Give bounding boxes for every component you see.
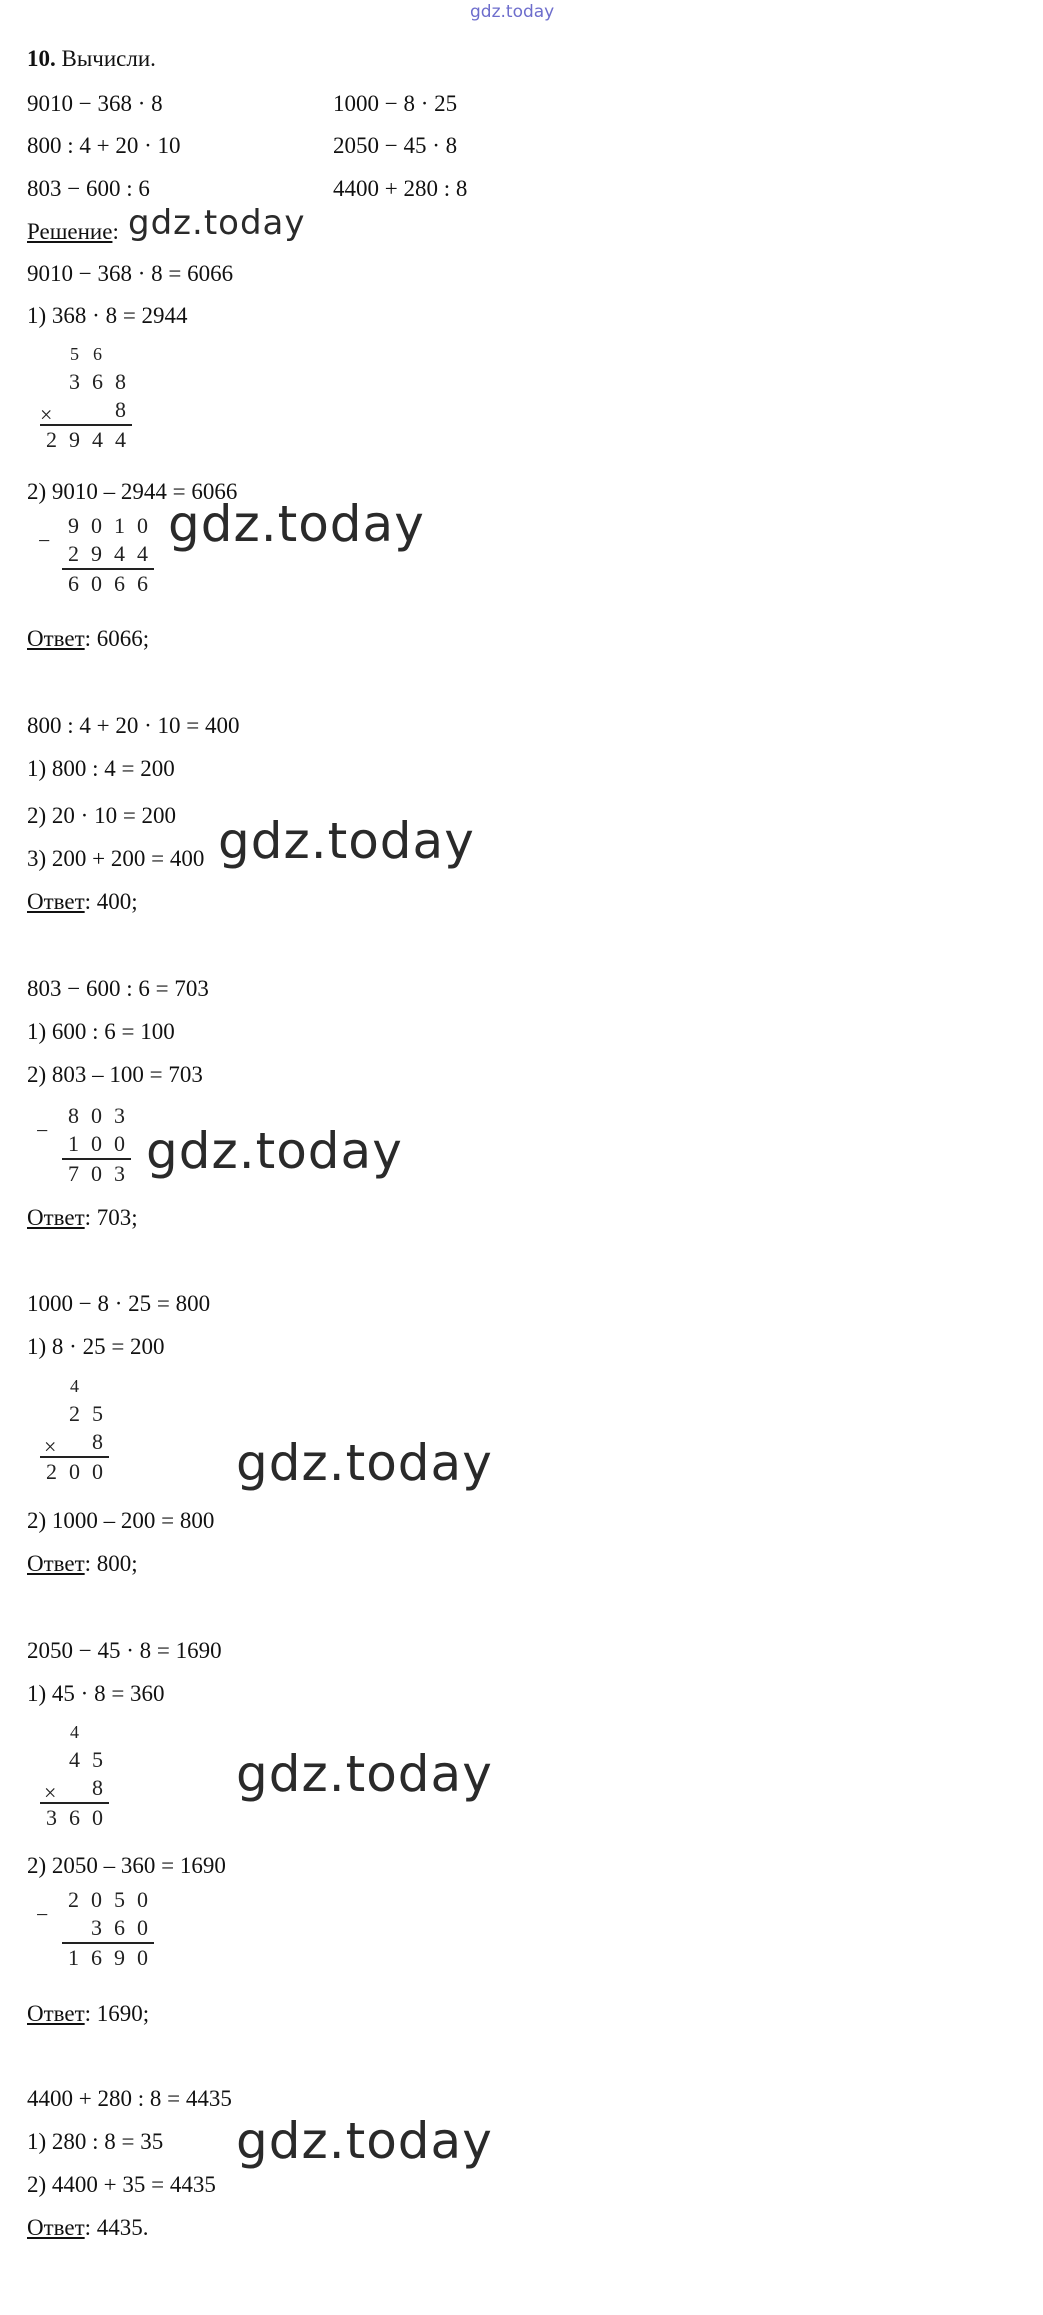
answer-label: Ответ xyxy=(27,1205,85,1230)
digit: 0 xyxy=(92,1805,103,1830)
digit: 4 xyxy=(70,1722,79,1742)
digit: 5 xyxy=(70,344,79,364)
digit: 3 xyxy=(46,1805,57,1830)
block-4-step-1: 1) 8 · 25 = 200 xyxy=(27,1334,165,1359)
watermark: gdz.today xyxy=(128,203,306,243)
digit xyxy=(63,1774,86,1802)
expr-right-1: 1000 − 8 · 25 xyxy=(333,91,458,116)
block-3-step-2: 2) 803 – 100 = 703 xyxy=(27,1062,203,1087)
answer-label: Ответ xyxy=(27,2001,85,2026)
block-1-step-1: 1) 368 · 8 = 2944 xyxy=(27,303,188,328)
operand-row xyxy=(62,540,154,568)
expr-right-3: 4400 + 280 : 8 xyxy=(333,176,468,201)
digit: 4 xyxy=(70,1376,79,1396)
operand-row xyxy=(63,396,132,424)
multiply-sign: × xyxy=(44,1780,57,1805)
digit: 6 xyxy=(68,571,79,596)
watermark: gdz.today xyxy=(218,812,475,870)
digit: 7 xyxy=(68,1161,79,1186)
digit: 5 xyxy=(92,1747,103,1772)
result-row xyxy=(62,1942,154,1972)
block-1-step-2: 2) 9010 – 2944 = 6066 xyxy=(27,479,238,504)
digit: 6 xyxy=(114,1915,125,1940)
digit: 0 xyxy=(137,1945,148,1970)
digit: 4 xyxy=(115,427,126,452)
operand-row xyxy=(63,1428,109,1456)
expr-left-3: 803 − 600 : 6 xyxy=(27,176,150,201)
operand-row xyxy=(63,1774,109,1802)
digit: 0 xyxy=(91,1887,102,1912)
top-watermark: gdz.today xyxy=(470,2,555,22)
digit xyxy=(86,1718,109,1746)
block-5-header: 2050 − 45 · 8 = 1690 xyxy=(27,1638,222,1663)
digit xyxy=(63,1428,86,1456)
multiply-sign: × xyxy=(40,402,53,427)
digit: 2 xyxy=(46,427,57,452)
carry-row xyxy=(63,1372,109,1400)
minus-sign: − xyxy=(38,528,51,553)
carry-row xyxy=(63,1718,109,1746)
digit: 4 xyxy=(137,541,148,566)
digit: 3 xyxy=(91,1915,102,1940)
block-6-answer xyxy=(27,2214,149,2242)
block-1-header: 9010 − 368 · 8 = 6066 xyxy=(27,261,234,286)
digit: 0 xyxy=(92,1459,103,1484)
operand-row xyxy=(62,512,154,540)
answer-value: : 4435. xyxy=(84,2215,149,2240)
expr-left-2: 800 : 4 + 20 · 10 xyxy=(27,133,181,158)
digit: 4 xyxy=(69,1747,80,1772)
minus-sign: − xyxy=(36,1902,49,1927)
digit: 0 xyxy=(91,1161,102,1186)
result-row xyxy=(40,1456,109,1486)
digit: 2 xyxy=(68,541,79,566)
digit: 0 xyxy=(69,1459,80,1484)
digit: 4 xyxy=(114,541,125,566)
digit: 0 xyxy=(114,1131,125,1156)
digit xyxy=(63,396,86,424)
block-6-header: 4400 + 280 : 8 = 4435 xyxy=(27,2086,232,2111)
block-1-column-multiplication xyxy=(40,340,132,454)
digit: 0 xyxy=(91,513,102,538)
multiply-sign: × xyxy=(44,1434,57,1459)
solution-heading: Решение: xyxy=(27,219,119,244)
block-3-step-1: 1) 600 : 6 = 100 xyxy=(27,1019,175,1044)
answer-label: Ответ xyxy=(27,2215,85,2240)
task-heading xyxy=(27,45,156,73)
block-4-answer xyxy=(27,1550,138,1578)
block-2-step-3: 3) 200 + 200 = 400 xyxy=(27,846,205,871)
answer-value: : 6066; xyxy=(84,626,150,651)
answer-value: : 800; xyxy=(84,1551,138,1576)
digit: 8 xyxy=(115,397,126,422)
digit: 1 xyxy=(114,513,125,538)
answer-label: Ответ xyxy=(27,889,85,914)
digit: 6 xyxy=(114,571,125,596)
digit: 6 xyxy=(69,1805,80,1830)
digit: 8 xyxy=(92,1429,103,1454)
answer-label: Ответ xyxy=(27,626,85,651)
digit: 8 xyxy=(68,1103,79,1128)
block-2-step-2: 2) 20 · 10 = 200 xyxy=(27,803,177,828)
digit: 0 xyxy=(137,513,148,538)
operand-row xyxy=(62,1102,131,1130)
block-5-step-1: 1) 45 · 8 = 360 xyxy=(27,1681,165,1706)
block-5-answer xyxy=(27,2000,149,2028)
block-5-step-2: 2) 2050 – 360 = 1690 xyxy=(27,1853,226,1878)
block-4-step-2: 2) 1000 – 200 = 800 xyxy=(27,1508,215,1533)
digit: 6 xyxy=(91,1945,102,1970)
watermark: gdz.today xyxy=(236,1745,493,1803)
digit: 3 xyxy=(114,1161,125,1186)
digit: 9 xyxy=(68,513,79,538)
block-5-column-multiplication xyxy=(40,1718,109,1832)
digit: 0 xyxy=(137,1915,148,1940)
digit: 5 xyxy=(92,1401,103,1426)
operand-row xyxy=(62,1914,154,1942)
digit: 5 xyxy=(114,1887,125,1912)
task-title: Вычисли. xyxy=(61,46,156,71)
answer-value: : 1690; xyxy=(84,2001,150,2026)
digit: 6 xyxy=(93,344,102,364)
digit: 0 xyxy=(137,1887,148,1912)
digit: 9 xyxy=(91,541,102,566)
digit: 4 xyxy=(92,427,103,452)
result-row xyxy=(40,1802,109,1832)
digit: 3 xyxy=(114,1103,125,1128)
digit: 0 xyxy=(91,1103,102,1128)
answer-label: Ответ xyxy=(27,1551,85,1576)
block-4-header: 1000 − 8 · 25 = 800 xyxy=(27,1291,211,1316)
digit: 3 xyxy=(69,369,80,394)
digit: 2 xyxy=(46,1459,57,1484)
watermark: gdz.today xyxy=(236,1434,493,1492)
watermark: gdz.today xyxy=(168,495,425,553)
digit: 6 xyxy=(92,369,103,394)
operand-row xyxy=(63,1746,109,1774)
digit xyxy=(62,1914,85,1942)
block-5-column-subtraction xyxy=(36,1886,154,1972)
block-3-column-subtraction xyxy=(36,1102,131,1188)
block-3-header: 803 − 600 : 6 = 703 xyxy=(27,976,209,1001)
block-4-column-multiplication xyxy=(40,1372,109,1486)
block-3-answer xyxy=(27,1204,138,1232)
digit: 2 xyxy=(68,1887,79,1912)
watermark: gdz.today xyxy=(146,1122,403,1180)
answer-value: : 400; xyxy=(84,889,138,914)
digit: 0 xyxy=(91,1131,102,1156)
operand-row xyxy=(63,1400,109,1428)
block-2-header: 800 : 4 + 20 · 10 = 400 xyxy=(27,713,240,738)
block-2-step-1: 1) 800 : 4 = 200 xyxy=(27,756,175,781)
result-row xyxy=(62,568,154,598)
operand-row xyxy=(63,368,132,396)
result-row xyxy=(62,1158,131,1188)
digit xyxy=(86,1372,109,1400)
result-row xyxy=(40,424,132,454)
block-2-answer xyxy=(27,888,138,916)
carry-row xyxy=(63,340,132,368)
digit: 9 xyxy=(114,1945,125,1970)
task-number: 10. xyxy=(27,46,56,71)
digit: 2 xyxy=(69,1401,80,1426)
operand-row xyxy=(62,1130,131,1158)
watermark: gdz.today xyxy=(236,2112,493,2170)
digit xyxy=(86,396,109,424)
digit: 9 xyxy=(69,427,80,452)
expr-right-2: 2050 − 45 · 8 xyxy=(333,133,458,158)
digit: 8 xyxy=(92,1775,103,1800)
expr-left-1: 9010 − 368 · 8 xyxy=(27,91,163,116)
minus-sign: − xyxy=(36,1118,49,1143)
digit: 0 xyxy=(91,571,102,596)
answer-value: : 703; xyxy=(84,1205,138,1230)
operand-row xyxy=(62,1886,154,1914)
block-6-step-2: 2) 4400 + 35 = 4435 xyxy=(27,2172,216,2197)
digit: 1 xyxy=(68,1945,79,1970)
solution-label: Решение xyxy=(27,219,113,244)
block-6-step-1: 1) 280 : 8 = 35 xyxy=(27,2129,164,2154)
block-1-column-subtraction xyxy=(38,512,154,598)
digit: 6 xyxy=(137,571,148,596)
digit xyxy=(109,340,132,368)
digit: 1 xyxy=(68,1131,79,1156)
block-1-answer xyxy=(27,625,149,653)
digit: 8 xyxy=(115,369,126,394)
